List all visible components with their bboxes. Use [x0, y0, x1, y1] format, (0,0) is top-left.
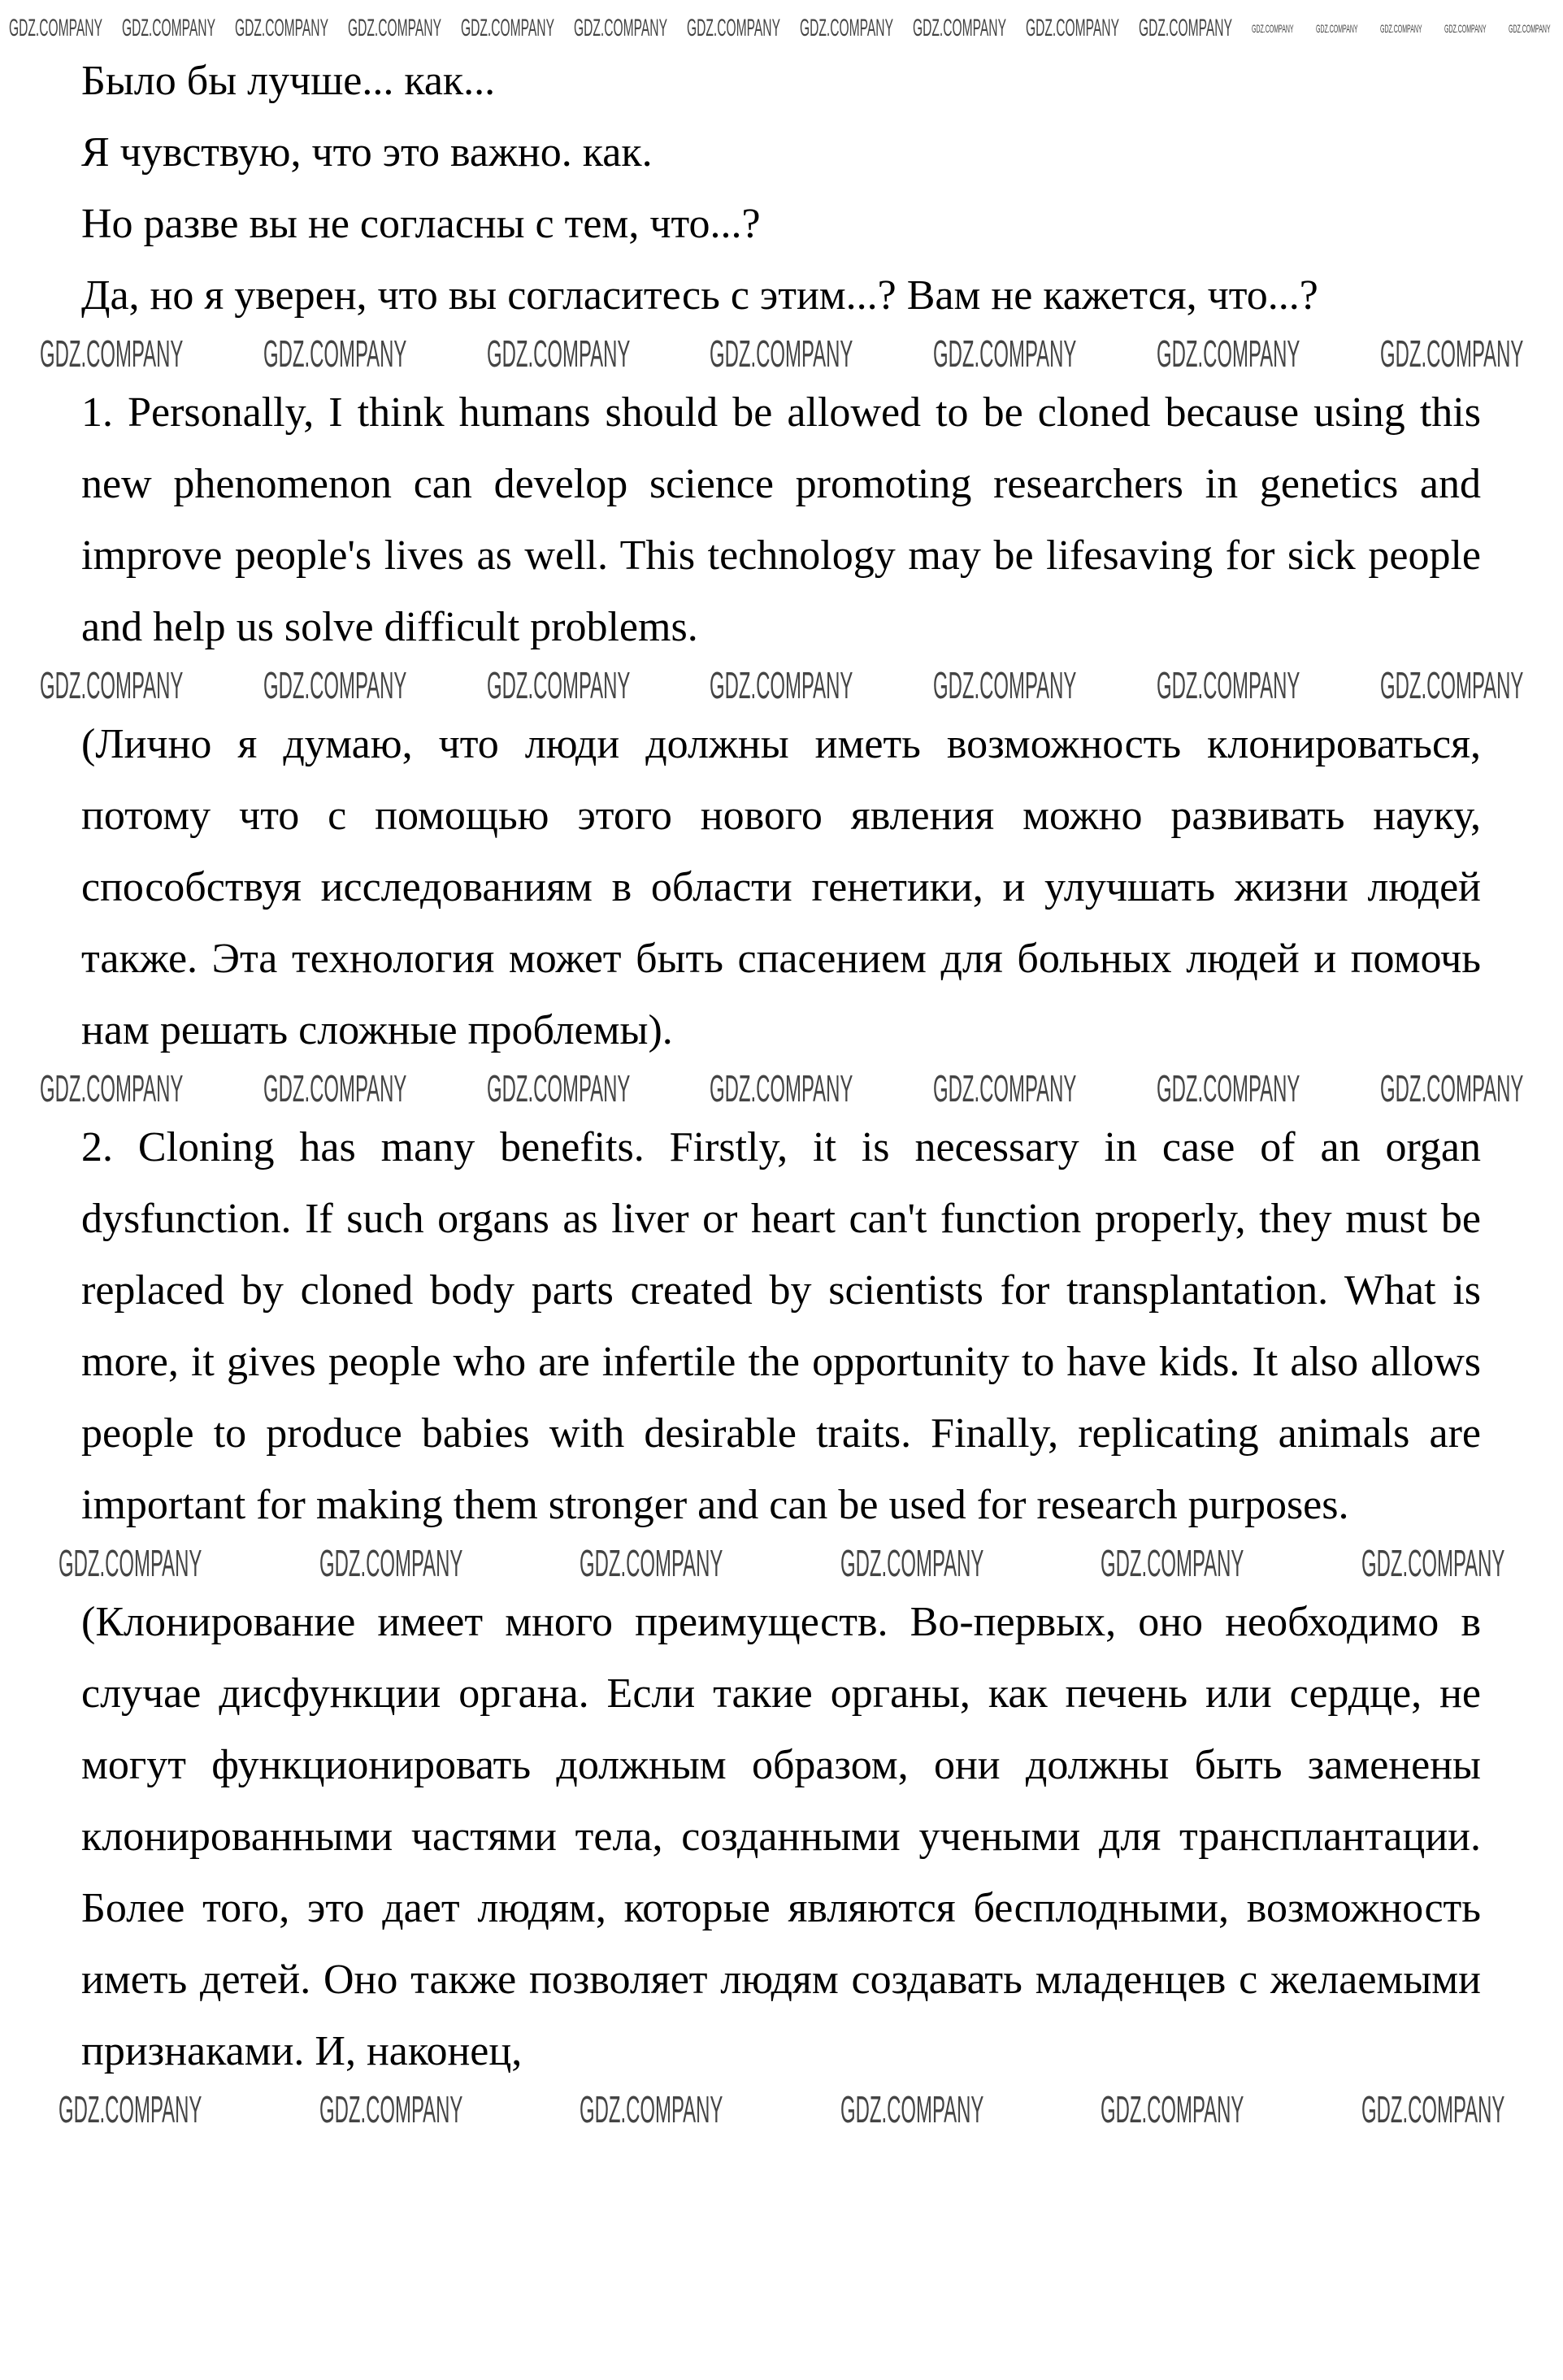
watermark: GDZ.COMPANY — [1379, 667, 1523, 706]
watermark: GDZ.COMPANY — [840, 2091, 983, 2130]
watermark-slot — [1139, 16, 1233, 42]
watermark: GDZ.COMPANY — [263, 335, 407, 374]
watermark-slot — [40, 1070, 183, 1109]
watermark-band — [0, 2087, 1563, 2133]
watermark: GDZ.COMPANY — [933, 667, 1077, 706]
watermark: GDZ.COMPANY — [40, 335, 184, 374]
watermark-slot — [9, 16, 103, 42]
watermark: GDZ.COMPANY — [9, 16, 103, 41]
watermark-slot — [1380, 23, 1426, 36]
watermark-slot — [1157, 335, 1300, 374]
watermark: GDZ.COMPANY — [1361, 2091, 1504, 2130]
watermark-band — [0, 332, 1563, 377]
watermark: GDZ.COMPANY — [710, 1070, 853, 1109]
watermark-slot — [487, 667, 630, 706]
watermark: GDZ.COMPANY — [933, 335, 1077, 374]
watermark-slot — [1101, 1544, 1244, 1583]
watermark-slot — [319, 1544, 462, 1583]
watermark: GDZ.COMPANY — [319, 2091, 462, 2130]
watermark-slot — [1380, 667, 1523, 706]
watermark: GDZ.COMPANY — [1156, 667, 1300, 706]
watermark: GDZ.COMPANY — [486, 335, 630, 374]
answer-2-russian: (Клонирование имеет много преимуществ. Во-первых, оно необходимо в случае дисфункции органа. Если такие органы, как печень или сердце, не могут функционировать должным образом, они должны быть заменены клонированными частями тела, созданными учеными для трансплантации. Более того, это дает людям, которые являются бесплодными, возможность иметь детей. Оно также позволяет людям создавать младенцев с желаемыми признаками. И, наконец, — [81, 1599, 1481, 2074]
phrase-line: Но разве вы не согласны с тем, что...? — [81, 201, 761, 247]
answer-1-russian: (Лично я думаю, что люди должны иметь возможность клонироваться, потому что с помощью этого нового явления можно развивать науку, способствуя исследованиям в области генетики, и улучшать жизни людей также. Эта технология может быть спасением для больных людей и помочь нам решать сложные проблемы). — [81, 721, 1481, 1053]
watermark-slot — [40, 335, 183, 374]
watermark: GDZ.COMPANY — [263, 1070, 407, 1109]
watermark-slot — [1026, 16, 1120, 42]
watermark: GDZ.COMPANY — [1379, 335, 1523, 374]
watermark: GDZ.COMPANY — [40, 1070, 184, 1109]
answer-2-russian-block — [81, 1587, 1481, 2087]
watermark: GDZ.COMPANY — [1156, 1070, 1300, 1109]
watermark-slot — [235, 16, 329, 42]
watermark: GDZ.COMPANY — [461, 16, 555, 41]
watermark-slot — [710, 335, 853, 374]
watermark: GDZ.COMPANY — [800, 16, 894, 41]
watermark: GDZ.COMPANY — [348, 16, 442, 41]
watermark-slot — [1380, 1070, 1523, 1109]
watermark-slot — [710, 1070, 853, 1109]
phrase-line: Да, но я уверен, что вы согласитесь с этим...? Вам не кажется, что...? — [81, 272, 1318, 319]
watermark: GDZ.COMPANY — [1444, 23, 1487, 35]
watermark: GDZ.COMPANY — [122, 16, 216, 41]
watermark-slot — [487, 335, 630, 374]
watermark: GDZ.COMPANY — [1101, 1544, 1244, 1583]
watermark-slot — [487, 1070, 630, 1109]
answer-1-russian-block — [81, 709, 1481, 1066]
watermark-slot — [1361, 2091, 1504, 2130]
watermark-band — [0, 1066, 1563, 1112]
watermark-slot — [1316, 23, 1361, 36]
watermark-slot — [122, 16, 216, 42]
watermark: GDZ.COMPANY — [263, 667, 407, 706]
watermark-slot — [319, 2091, 462, 2130]
watermark-slot — [461, 16, 555, 42]
phrase-line: Я чувствую, что это важно. как. — [81, 129, 653, 176]
watermark-slot — [1101, 2091, 1244, 2130]
watermark: GDZ.COMPANY — [710, 335, 853, 374]
watermark: GDZ.COMPANY — [687, 16, 781, 41]
watermark-slot — [1157, 667, 1300, 706]
answer-1-english-block — [81, 377, 1481, 663]
watermark-slot — [800, 16, 894, 42]
watermark-slot — [710, 667, 853, 706]
watermark: GDZ.COMPANY — [1361, 1544, 1504, 1583]
watermark: GDZ.COMPANY — [580, 2091, 723, 2130]
watermark-slot — [933, 667, 1076, 706]
watermark: GDZ.COMPANY — [486, 1070, 630, 1109]
watermark-slot — [840, 1544, 983, 1583]
watermark-slot — [263, 667, 406, 706]
phrase-line: Было бы лучше... как... — [81, 58, 496, 104]
phrases-block — [81, 46, 1481, 332]
watermark: GDZ.COMPANY — [1025, 16, 1119, 41]
watermark: GDZ.COMPANY — [1379, 1070, 1523, 1109]
watermark: GDZ.COMPANY — [40, 667, 184, 706]
watermark-band — [0, 13, 1563, 46]
watermark-slot — [840, 2091, 983, 2130]
watermark-band — [0, 1541, 1563, 1587]
watermark: GDZ.COMPANY — [710, 667, 853, 706]
watermark-slot — [580, 1544, 723, 1583]
watermark-slot — [913, 16, 1007, 42]
watermark-slot — [1252, 23, 1297, 36]
watermark-slot — [348, 16, 442, 42]
watermark: GDZ.COMPANY — [1251, 23, 1294, 35]
watermark-slot — [59, 1544, 202, 1583]
answer-2-english-block — [81, 1112, 1481, 1541]
watermark-band — [0, 663, 1563, 709]
answer-1-english: 1. Personally, I think humans should be allowed to be cloned because using this new phenomenon can develop science promoting researchers in genetics and improve people's lives as well. This technology may be lifesaving for sick people and help us solve difficult problems. — [81, 389, 1481, 650]
watermark-slot — [1380, 335, 1523, 374]
answer-2-english: 2. Cloning has many benefits. Firstly, it is necessary in case of an organ dysfunction. If such organs as liver or heart can't function properly, they must be replaced by cloned body parts created by scientists for transplantation. What is more, it gives people who are infertile the opportunity to have kids. It also allows people to produce babies with desirable traits. Finally, replicating animals are important for making them stronger and can be used for research purposes. — [81, 1124, 1481, 1528]
watermark: GDZ.COMPANY — [1315, 23, 1358, 35]
watermark-slot — [574, 16, 668, 42]
watermark-slot — [1444, 23, 1490, 36]
watermark: GDZ.COMPANY — [912, 16, 1006, 41]
watermark: GDZ.COMPANY — [574, 16, 668, 41]
document-page — [0, 13, 1563, 2133]
watermark-slot — [933, 335, 1076, 374]
watermark-slot — [1157, 1070, 1300, 1109]
watermark: GDZ.COMPANY — [1156, 335, 1300, 374]
watermark-slot — [933, 1070, 1076, 1109]
watermark: GDZ.COMPANY — [1101, 2091, 1244, 2130]
watermark: GDZ.COMPANY — [1508, 23, 1551, 35]
watermark-slot — [1509, 23, 1554, 36]
watermark-slot — [687, 16, 781, 42]
watermark: GDZ.COMPANY — [319, 1544, 462, 1583]
watermark: GDZ.COMPANY — [1138, 16, 1232, 41]
watermark-slot — [580, 2091, 723, 2130]
watermark-slot — [263, 1070, 406, 1109]
watermark: GDZ.COMPANY — [840, 1544, 983, 1583]
watermark-slot — [263, 335, 406, 374]
watermark-slot — [1361, 1544, 1504, 1583]
watermark-slot — [40, 667, 183, 706]
watermark: GDZ.COMPANY — [486, 667, 630, 706]
watermark: GDZ.COMPANY — [580, 1544, 723, 1583]
watermark-slot — [59, 2091, 202, 2130]
watermark: GDZ.COMPANY — [1379, 23, 1422, 35]
watermark: GDZ.COMPANY — [235, 16, 329, 41]
watermark: GDZ.COMPANY — [59, 1544, 202, 1583]
watermark: GDZ.COMPANY — [59, 2091, 202, 2130]
watermark: GDZ.COMPANY — [933, 1070, 1077, 1109]
